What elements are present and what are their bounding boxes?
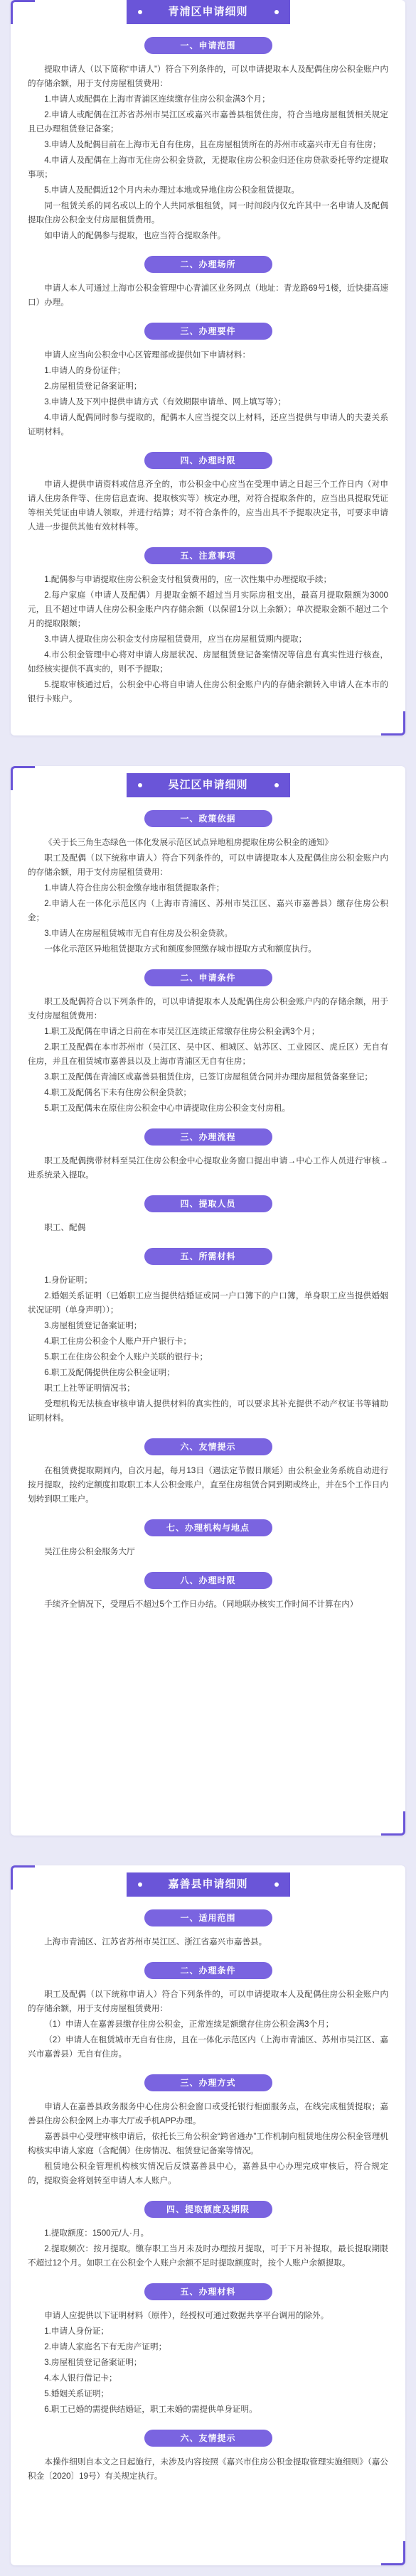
section-paragraph: 5.职工及配偶未在原住房公积金中心申请提取住房公积金支付房租。 bbox=[44, 1104, 291, 1113]
section-heading: 五、所需材料 bbox=[144, 1248, 272, 1265]
section-paragraph: （1）申请人在嘉善县缴存住房公积金，正常连续足额缴存住房公积金满3个月； bbox=[44, 2020, 334, 2029]
card-corner-decoration bbox=[381, 711, 405, 735]
section-paragraph: 3.申请人及下列中提供申请方式（有效期限申请单、网上填写等）； bbox=[44, 397, 287, 406]
section bbox=[28, 452, 388, 534]
section-paragraph: 1.申请人的身份证件； bbox=[44, 366, 126, 375]
section-paragraph: 2.申请人在一体化示范区内（上海市青浦区、苏州市吴江区、嘉兴市嘉善县）缴存住房公积金； bbox=[28, 899, 388, 922]
section-paragraph: 职工及配偶（以下统称申请人）符合下列条件的，可以申请提取本人及配偶住房公积金账户内的存储余额，用于支付房屋租赁费用： bbox=[28, 1990, 388, 2013]
section-paragraph: 4.职工及配偶名下未有住房公积金贷款； bbox=[44, 1088, 191, 1097]
section-heading: 四、提取额度及期限 bbox=[144, 2201, 272, 2218]
section-paragraph: 1.提取额度：1500元/人·月。 bbox=[44, 2229, 149, 2238]
card-title: 青浦区申请细则 bbox=[127, 0, 290, 24]
section-heading: 一、适用范围 bbox=[144, 1909, 272, 1926]
jiashan-card bbox=[11, 1865, 405, 2565]
section-paragraph: 提取申请人（以下简称“申请人”）符合下列条件的，可以申请提取本人及配偶住房公积金账户内的存储余额，用于支付房屋租赁费用： bbox=[28, 65, 388, 88]
section-paragraph: 3.申请人在房屋租赁城市无自有住房及公积金贷款。 bbox=[44, 929, 233, 938]
section-paragraph: 申请人应提供以下证明材料（原件），经授权可通过数据共享平台调用的除外。 bbox=[44, 2311, 329, 2320]
section-paragraph: 6.职工及配偶提供住房公积金证明； bbox=[44, 1368, 175, 1377]
card-corner-decoration bbox=[381, 1811, 405, 1836]
section-paragraph: 2.职工及配偶在本市苏州市（吴江区、吴中区、相城区、姑苏区、工业园区、虎丘区）无自有住房，并且在租赁城市嘉善县以及上海市青浦区无自有住房； bbox=[28, 1042, 388, 1066]
section-paragraph: 职工及配偶（以下统称申请人）符合下列条件的，可以申请提取本人及配偶住房公积金账户内的存储余额，用于支付房屋租赁费用： bbox=[28, 853, 388, 877]
section-heading: 四、提取人员 bbox=[144, 1195, 272, 1212]
section-heading: 五、办理材料 bbox=[144, 2283, 272, 2300]
card-corner-decoration bbox=[381, 2541, 405, 2565]
section-heading: 四、办理时限 bbox=[144, 452, 272, 469]
section-paragraph: 1.申请人身份证； bbox=[44, 2327, 110, 2336]
qingpu-card bbox=[11, 0, 405, 735]
section-paragraph: 吴江住房公积金服务大厅 bbox=[44, 1547, 135, 1556]
card-corner-decoration bbox=[11, 0, 35, 24]
section-heading: 一、申请范围 bbox=[144, 37, 272, 54]
section-paragraph: 1.申请人或配偶在上海市青浦区连续缴存住房公积金满3个月； bbox=[44, 95, 270, 104]
section-paragraph: 一体化示范区异地租赁提取方式和额度参照缴存城市提取方式和额度执行。 bbox=[44, 944, 316, 954]
section-paragraph: 申请人在嘉善县政务服务中心住房公积金窗口或受托银行柜面服务点，在线完成租赁提取；嘉善县住房公积金网上办事大厅或手机APP办理。 bbox=[28, 2102, 388, 2125]
section-heading: 六、友情提示 bbox=[144, 1438, 272, 1455]
section-paragraph: 受理机构无法核查审核申请人提供材料的真实性的，可以要求其补充提供不动产权证书等辅助证明材料。 bbox=[28, 1399, 388, 1423]
section-heading: 八、办理时限 bbox=[144, 1572, 272, 1589]
section bbox=[28, 2283, 388, 2417]
section-paragraph: 3.房屋租赁登记备案证明； bbox=[44, 2358, 142, 2367]
section-paragraph: 2.提取频次：按月提取。缴存职工当月未及时办理按月提取，可于下月补提取，最长提取期限不超过12个月。如职工在公积金个人账户余额不足时提取额度时，按个人账户余额提取。 bbox=[28, 2244, 388, 2268]
card-title: 嘉善县申请细则 bbox=[127, 1872, 290, 1897]
section-paragraph: 4.申请人配偶同时参与提取的，配偶本人应当提交以上材料，还应当提供与申请人的夫妻关系证明材料。 bbox=[28, 413, 388, 436]
section-paragraph: 3.申请人及配偶目前在上海市无自有住房，且在房屋租赁所在的苏州市或嘉兴市无自有住房； bbox=[44, 140, 381, 149]
section-paragraph: 5.提取审核通过后，公积金中心将自申请人住房公积金账户内的存储余额转入申请人在本市的银行卡账户。 bbox=[28, 680, 388, 704]
section bbox=[28, 1195, 388, 1235]
section-paragraph: 本操作细则自本文之日起施行，未涉及内容按照《嘉兴市住房公积金提取管理实施细则》（嘉公积金〔2020〕19号）有关规定执行。 bbox=[28, 2457, 388, 2481]
section bbox=[28, 1962, 388, 2062]
section-paragraph: 上海市青浦区、江苏省苏州市吴江区、浙江省嘉兴市嘉善县。 bbox=[44, 1937, 267, 1946]
section-paragraph: 4.职工住房公积金个人账户开户银行卡； bbox=[44, 1337, 191, 1346]
section-paragraph: 2.申请人家庭名下有无房产证明； bbox=[44, 2342, 167, 2351]
section-heading: 二、办理条件 bbox=[144, 1962, 272, 1979]
section-paragraph: 同一租赁关系的同名或以上的个人共同承租租赁，同一时间段内仅允许其中一名申请人及配偶提取住房公积金支付房屋租赁费用。 bbox=[28, 201, 388, 225]
section bbox=[28, 2430, 388, 2484]
section-heading: 六、友情提示 bbox=[144, 2430, 272, 2447]
section-paragraph: 1.职工及配偶在申请之日前在本市吴江区连续正常缴存住房公积金满3个月； bbox=[44, 1027, 320, 1036]
card-title: 吴江区申请细则 bbox=[127, 773, 290, 797]
section bbox=[28, 547, 388, 706]
section-paragraph: 4.本人银行借记卡； bbox=[44, 2373, 117, 2383]
section-heading: 五、注意事项 bbox=[144, 547, 272, 564]
section-heading: 七、办理机构与地点 bbox=[144, 1519, 272, 1536]
section bbox=[28, 1519, 388, 1559]
section bbox=[28, 2074, 388, 2188]
section-paragraph: 3.职工及配偶在青浦区或嘉善县租赁住房，已签订房屋租赁合同并办理房屋租赁备案登记； bbox=[44, 1072, 373, 1082]
section-paragraph: 2.婚姻关系证明（已婚职工应当提供结婚证或同一户口簿下的户口簿，单身职工应当提供婚姻状况证明（单身声明））； bbox=[28, 1291, 388, 1315]
section-paragraph: 5.职工在住房公积金个人账户关联的银行卡； bbox=[44, 1352, 208, 1362]
section-paragraph: 1.身份证明； bbox=[44, 1276, 92, 1285]
section-heading: 三、办理要件 bbox=[144, 323, 272, 340]
section-paragraph: 职工及配偶携带材料至吴江住房公积金中心提取业务窗口提出申请→中心工作人员进行审核→进系统录入提取。 bbox=[28, 1156, 388, 1180]
section-paragraph: 申请人本人可通过上海市公积金管理中心青浦区业务网点（地址：青龙路69号1楼，近快捷高速口）办理。 bbox=[28, 284, 388, 307]
section-paragraph: 5.申请人及配偶近12个月内未办理过本地或异地住房公积金租赁提取。 bbox=[44, 185, 299, 195]
wujiang-card bbox=[11, 766, 405, 1836]
section-paragraph: 租赁地公积金管理机构核实情况后反馈嘉善县中心，嘉善县中心办理完成审核后，符合规定的，提取资金将划转至申请人本人账户。 bbox=[28, 2162, 388, 2185]
section bbox=[28, 323, 388, 439]
section-paragraph: 6.职工已婚的需提供结婚证，职工未婚的需提供单身证明。 bbox=[44, 2405, 257, 2414]
section bbox=[28, 1909, 388, 1949]
section-heading: 二、办理场所 bbox=[144, 256, 272, 273]
section-heading: 二、申请条件 bbox=[144, 969, 272, 986]
section bbox=[28, 810, 388, 956]
section-paragraph: 《关于长三角生态绿色一体化发展示范区试点异地租房提取住房公积金的通知》 bbox=[44, 838, 333, 847]
section-paragraph: 3.申请人提取住房公积金支付房屋租赁费用，应当在房屋租赁期内提取； bbox=[44, 635, 307, 644]
section-paragraph: 2.申请人或配偶在江苏省苏州市吴江区或嘉兴市嘉善县租赁住房，符合当地房屋租赁相关规定且已办理租赁登记备案； bbox=[28, 110, 388, 134]
section bbox=[28, 1572, 388, 1612]
section-paragraph: （2）申请人在租赁城市无自有住房，且在一体化示范区内（上海市青浦区、苏州市吴江区、嘉兴市嘉善县）无自有住房。 bbox=[28, 2035, 388, 2059]
section bbox=[28, 1248, 388, 1426]
section-paragraph: 4.申请人及配偶在上海市无住房公积金贷款，无提取住房公积金归还住房贷款委托等约定提取事项； bbox=[28, 156, 388, 179]
section-paragraph: 2.房屋租赁登记备案证明； bbox=[44, 382, 142, 391]
section-paragraph: 5.婚姻关系证明； bbox=[44, 2389, 110, 2398]
section-paragraph: 3.房屋租赁登记备案证明； bbox=[44, 1321, 142, 1330]
section bbox=[28, 37, 388, 243]
section-paragraph: 职工及配偶符合以下列条件的，可以申请提取本人及配偶住房公积金账户内的存储余额，用于支付房屋租赁费用： bbox=[28, 997, 388, 1020]
section-heading: 三、办理流程 bbox=[144, 1128, 272, 1146]
section bbox=[28, 2201, 388, 2270]
section-paragraph: 在租赁费提取期间内，自次月起，每月13日（遇法定节假日顺延）由公积金业务系统自动进行按月提取，按约定额度扣取职工本人公积金账户，直至住房租赁合同到期或终止，并在5个工作日内划转到职工账户。 bbox=[28, 1466, 388, 1504]
section-paragraph: 如申请人的配偶参与提取，也应当符合提取条件。 bbox=[44, 231, 226, 240]
card-corner-decoration bbox=[11, 766, 35, 790]
section-paragraph: 1.配偶参与申请提取住房公积金支付租赁费用的，应一次性集中办理提取手续； bbox=[44, 575, 332, 584]
section bbox=[28, 256, 388, 310]
section bbox=[28, 1128, 388, 1182]
section-paragraph: 2.每户家庭（申请人及配偶）月提取金额不超过当月实际房租支出，最高月提取限额为3000元，且不超过申请人住房公积金账户内存储余额（以保留1分以上余额）；单次提取金额不超过二个月的提取限额； bbox=[28, 591, 388, 628]
section-paragraph: 嘉善县中心受理审核申请后，依托长三角公积金“跨省通办”工作机制向租赁地住房公积金管理机构核实申请人家庭（含配偶）住房情况、租赁登记备案等情况。 bbox=[28, 2132, 388, 2155]
card-corner-decoration bbox=[11, 1865, 35, 1890]
section-paragraph: 1.申请人符合住房公积金缴存地市租赁提取条件； bbox=[44, 883, 225, 893]
section bbox=[28, 1438, 388, 1507]
section bbox=[28, 969, 388, 1116]
section-paragraph: 4.市公积金管理中心将对申请人房屋状况、房屋租赁登记备案情况等信息有真实性进行核查，如经核实提供不真实的，则不予提取； bbox=[28, 650, 388, 674]
section-paragraph: 申请人应当向公积金中心区管理部或提供如下申请材料： bbox=[44, 350, 251, 360]
section-heading: 三、办理方式 bbox=[144, 2074, 272, 2091]
section-paragraph: 职工、配偶 bbox=[44, 1223, 86, 1232]
section-paragraph: 职工上社等证明情况书； bbox=[44, 1384, 135, 1393]
section-heading: 一、政策依据 bbox=[144, 810, 272, 827]
section-paragraph: 手续齐全情况下，受理后不超过5个工作日办结。（同地联办核实工作时间不计算在内） bbox=[44, 1600, 358, 1609]
section-paragraph: 申请人提供申请资料或信息齐全的，市公积金中心应当在受理申请之日起三个工作日内（对申请人住房条件等、住房信息查询、提取核实等）核定办理，对符合提取条件的，应当出具提取凭证等相关凭证由申请人领取，并进行结算；对不符合条件的，应当出具不予提取决定书，可要求申请人进一步提供其他有效材料等。 bbox=[28, 480, 388, 532]
